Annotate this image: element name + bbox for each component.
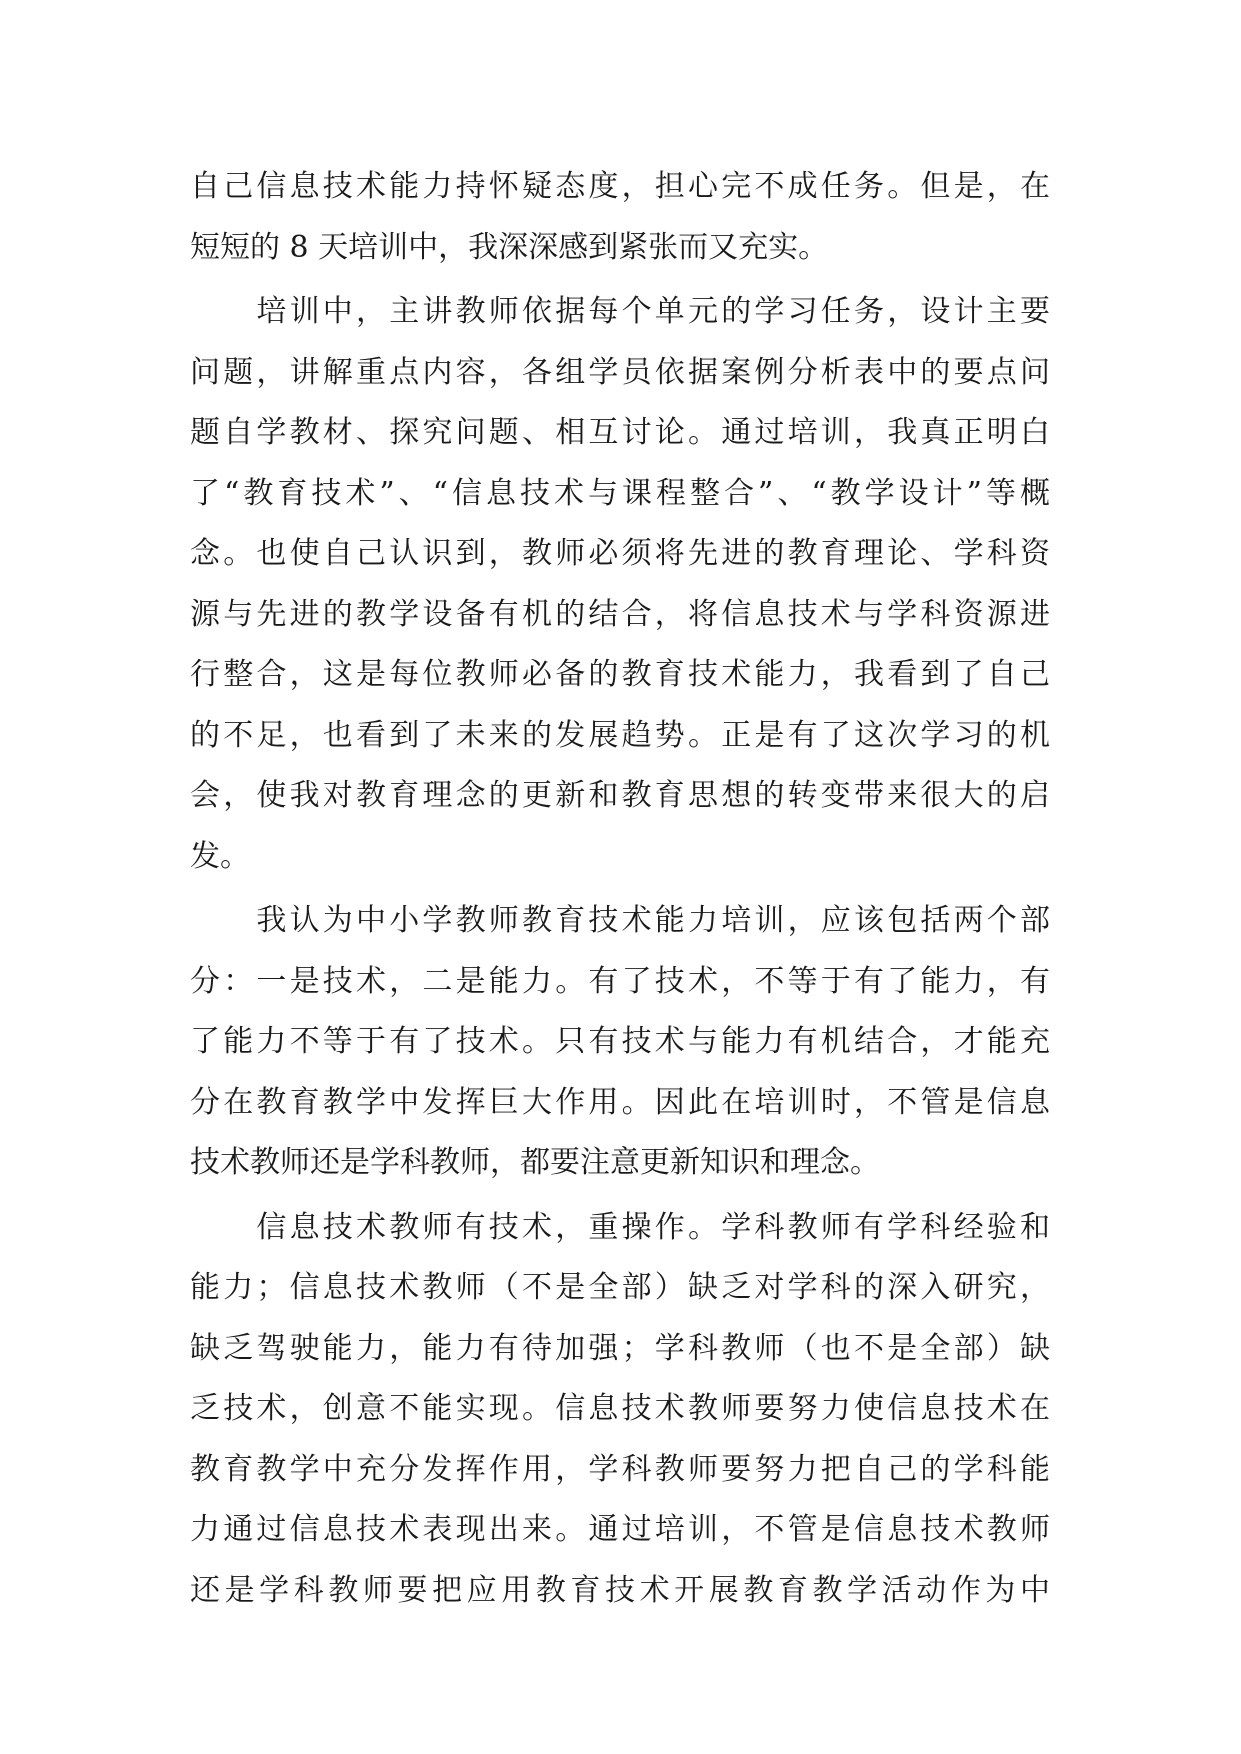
paragraph [190,1198,1050,1622]
text-line: 还是学科教师要把应用教育技术开展教育教学活动作为中 [190,1572,1050,1608]
paragraph [190,891,1050,1194]
text-line: 缺乏驾驶能力，能力有待加强；学科教师（也不是全部）缺 [190,1330,1050,1366]
text-line: 了能力不等于有了技术。只有技术与能力有机结合，才能充 [190,1024,1050,1059]
text-line: 我认为中小学教师教育技术能力培训，应该包括两个部 [190,903,1050,938]
text-line: 行整合，这是每位教师必备的教育技术能力，我看到了自己 [190,657,1050,692]
text-line: 了“教育技术”、“信息技术与课程整合”、“教学设计”等概 [190,475,1050,511]
text-line: 分在教育教学中发挥巨大作用。因此在培训时，不管是信息 [190,1084,1050,1120]
text-line: 会，使我对教育理念的更新和教育思想的转变带来很大的启 [190,778,1050,813]
paragraph [190,282,1050,887]
text-line: 力通过信息技术表现出来。通过培训，不管是信息技术教师 [190,1512,1050,1547]
text-line: 信息技术教师有技术，重操作。学科教师有学科经验和 [190,1209,1050,1245]
text-line: 念。也使自己认识到，教师必须将先进的教育理论、学科资 [190,536,1050,571]
text-line: 分：一是技术，二是能力。有了技术，不等于有了能力，有 [190,963,1050,999]
text-line: 的不足，也看到了未来的发展趋势。正是有了这次学习的机 [190,717,1050,753]
text-line: 源与先进的教学设备有机的结合，将信息技术与学科资源进 [190,596,1050,632]
text-line: 教育教学中充分发挥作用，学科教师要努力把自己的学科能 [190,1451,1050,1487]
document-body [190,157,1050,1621]
text-line: 乏技术，创意不能实现。信息技术教师要努力使信息技术在 [190,1391,1050,1426]
text-line: 技术教师还是学科教师，都要注意更新知识和理念。 [190,1145,880,1180]
text-line: 问题，讲解重点内容，各组学员依据案例分析表中的要点问 [190,354,1050,390]
text-line: 发。 [190,838,250,874]
text-line: 题自学教材、探究问题、相互讨论。通过培训，我真正明白 [190,415,1050,450]
paragraph [190,157,1050,278]
text-line: 自己信息技术能力持怀疑态度，担心完不成任务。但是，在 [190,169,1050,204]
text-line: 能力；信息技术教师（不是全部）缺乏对学科的深入研究， [190,1270,1050,1305]
text-line: 培训中，主讲教师依据每个单元的学习任务，设计主要 [190,294,1050,329]
text-line: 短短的 8 天培训中，我深深感到紧张而又充实。 [190,229,829,265]
